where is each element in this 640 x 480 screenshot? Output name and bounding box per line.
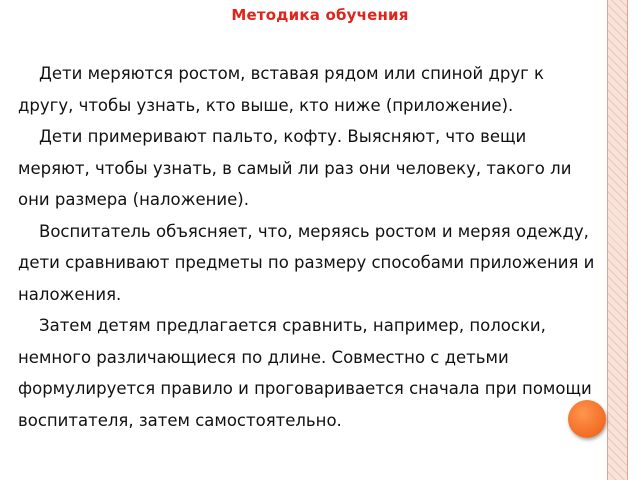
stripe-border-right xyxy=(627,0,628,480)
paragraph-strips-comparison: Затем детям предлагается сравнить, например, полоски, немного различающиеся по длине. Совместно с детьми формулируется правило и проговаривается сначала при помощи воспитателя, затем самостоятельно. xyxy=(18,316,592,430)
slide-content xyxy=(18,58,603,436)
decorative-stripe xyxy=(607,0,628,480)
paragraph-height-comparison: Дети меряются ростом, вставая рядом или спиной друг к другу, чтобы узнать, кто выше, кто ниже (приложение). xyxy=(18,64,544,115)
slide-title: Методика обучения xyxy=(231,6,409,24)
paragraph-teacher-explains: Воспитатель объясняет, что, меряясь ростом и меряя одежду, дети сравнивают предметы по размеру способами приложения и наложения. xyxy=(18,221,595,304)
stripe-border-left xyxy=(607,0,608,480)
orange-circle-icon xyxy=(568,400,606,438)
paragraph-clothes-fitting: Дети примеривают пальто, кофту. Выясняют, что вещи меряют, чтобы узнать, в самый ли раз они человеку, такого ли они размера (наложение). xyxy=(18,127,572,209)
